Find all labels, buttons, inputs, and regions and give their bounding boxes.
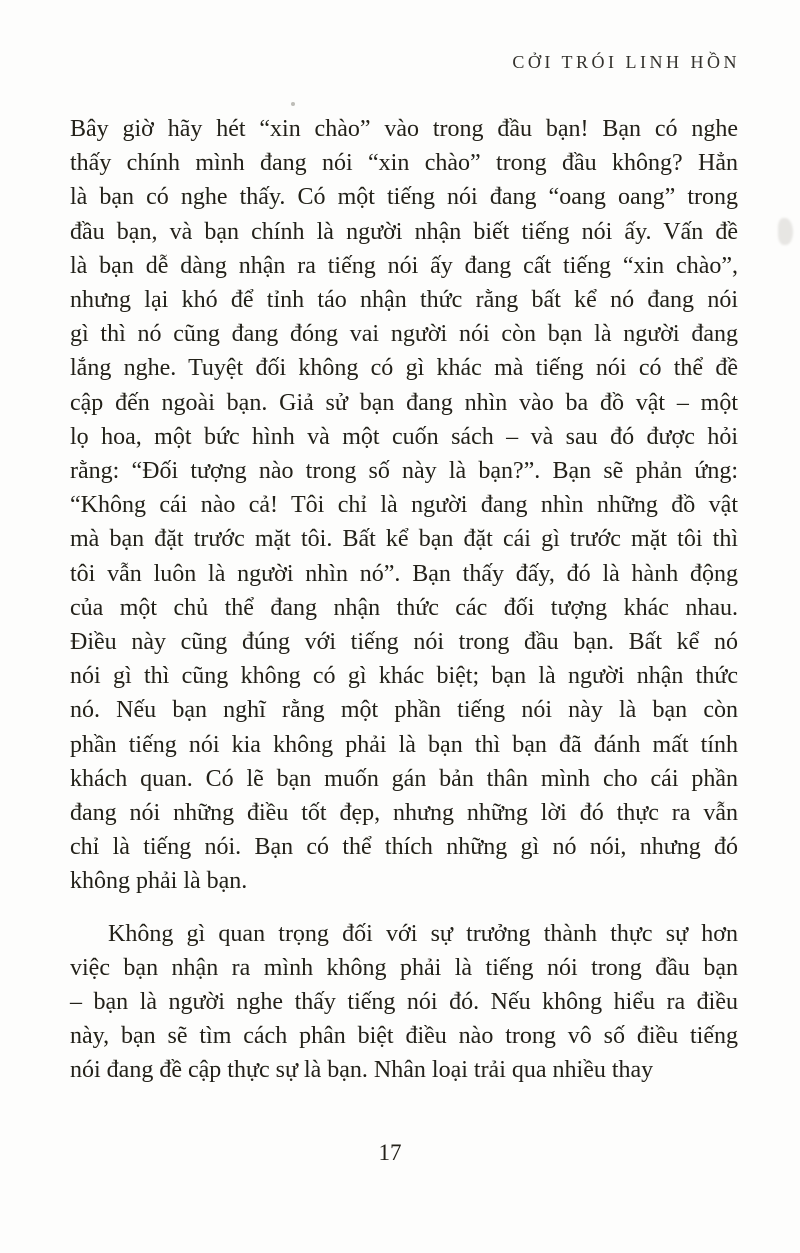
- text-line: cập đến ngoài bạn. Giả sử bạn đang nhìn vào ba đồ vật – một: [70, 389, 738, 416]
- text-line: lọ hoa, một bức hình và một cuốn sách – và sau đó được hỏi: [70, 423, 738, 450]
- text-line: không phải là bạn.: [70, 868, 248, 895]
- running-header: CỞI TRÓI LINH HỒN: [512, 52, 740, 72]
- text-line: đầu bạn, và bạn chính là người nhận biết tiếng nói ấy. Vấn đề: [70, 218, 738, 245]
- text-line: nói gì thì cũng không có gì khác biệt; bạn là người nhận thức: [70, 663, 738, 690]
- body-text: [70, 112, 738, 1088]
- text-line: nhưng lại khó để tỉnh táo nhận thức rằng bất kể nó đang nói: [70, 287, 738, 314]
- scan-artifact-dot: [291, 102, 295, 106]
- text-line: này, bạn sẽ tìm cách phân biệt điều nào trong vô số điều tiếng: [70, 1023, 738, 1050]
- text-line: nó. Nếu bạn nghĩ rằng một phần tiếng nói này là bạn còn: [70, 697, 738, 724]
- text-line: rằng: “Đối tượng nào trong số này là bạn?”. Bạn sẽ phản ứng:: [70, 458, 738, 485]
- page-number: 17: [378, 1140, 402, 1165]
- text-line: phần tiếng nói kia không phải là bạn thì bạn đã đánh mất tính: [70, 731, 738, 758]
- text-line: Bây giờ hãy hét “xin chào” vào trong đầu bạn! Bạn có nghe: [70, 116, 738, 142]
- text-line: Điều này cũng đúng với tiếng nói trong đầu bạn. Bất kể nó: [70, 629, 738, 656]
- paragraph: [70, 917, 738, 1088]
- text-line: mà bạn đặt trước mặt tôi. Bất kể bạn đặt cái gì trước mặt tôi thì: [70, 526, 738, 553]
- text-line: khách quan. Có lẽ bạn muốn gán bản thân mình cho cái phần: [70, 765, 738, 792]
- text-line: – bạn là người nghe thấy tiếng nói đó. Nếu không hiểu ra điều: [70, 989, 738, 1016]
- text-line: chỉ là tiếng nói. Bạn có thể thích những gì nó nói, nhưng đó: [70, 834, 738, 861]
- scan-artifact-smudge: [778, 218, 793, 245]
- text-line: gì thì nó cũng đang đóng vai người nói còn bạn là người đang: [70, 321, 738, 348]
- text-line: tôi vẫn luôn là người nhìn nó”. Bạn thấy đấy, đó là hành động: [70, 560, 738, 587]
- text-line: Không gì quan trọng đối với sự trưởng thành thực sự hơn: [108, 920, 738, 947]
- text-line: là bạn dễ dàng nhận ra tiếng nói ấy đang cất tiếng “xin chào”,: [70, 252, 738, 279]
- text-line: việc bạn nhận ra mình không phải là tiếng nói trong đầu bạn: [70, 954, 738, 981]
- text-line: lắng nghe. Tuyệt đối không có gì khác mà tiếng nói có thể đề: [70, 355, 738, 382]
- text-line: đang nói những điều tốt đẹp, nhưng những lời đó thực ra vẫn: [70, 800, 738, 827]
- text-line: “Không cái nào cả! Tôi chỉ là người đang nhìn những đồ vật: [70, 492, 738, 519]
- text-line: nói đang đề cập thực sự là bạn. Nhân loại trải qua nhiều thay: [70, 1057, 654, 1084]
- text-line: thấy chính mình đang nói “xin chào” trong đầu không? Hẳn: [70, 150, 738, 177]
- paragraph: [70, 112, 738, 899]
- text-line: là bạn có nghe thấy. Có một tiếng nói đang “oang oang” trong: [70, 184, 738, 211]
- text-line: của một chủ thể đang nhận thức các đối tượng khác nhau.: [70, 594, 738, 621]
